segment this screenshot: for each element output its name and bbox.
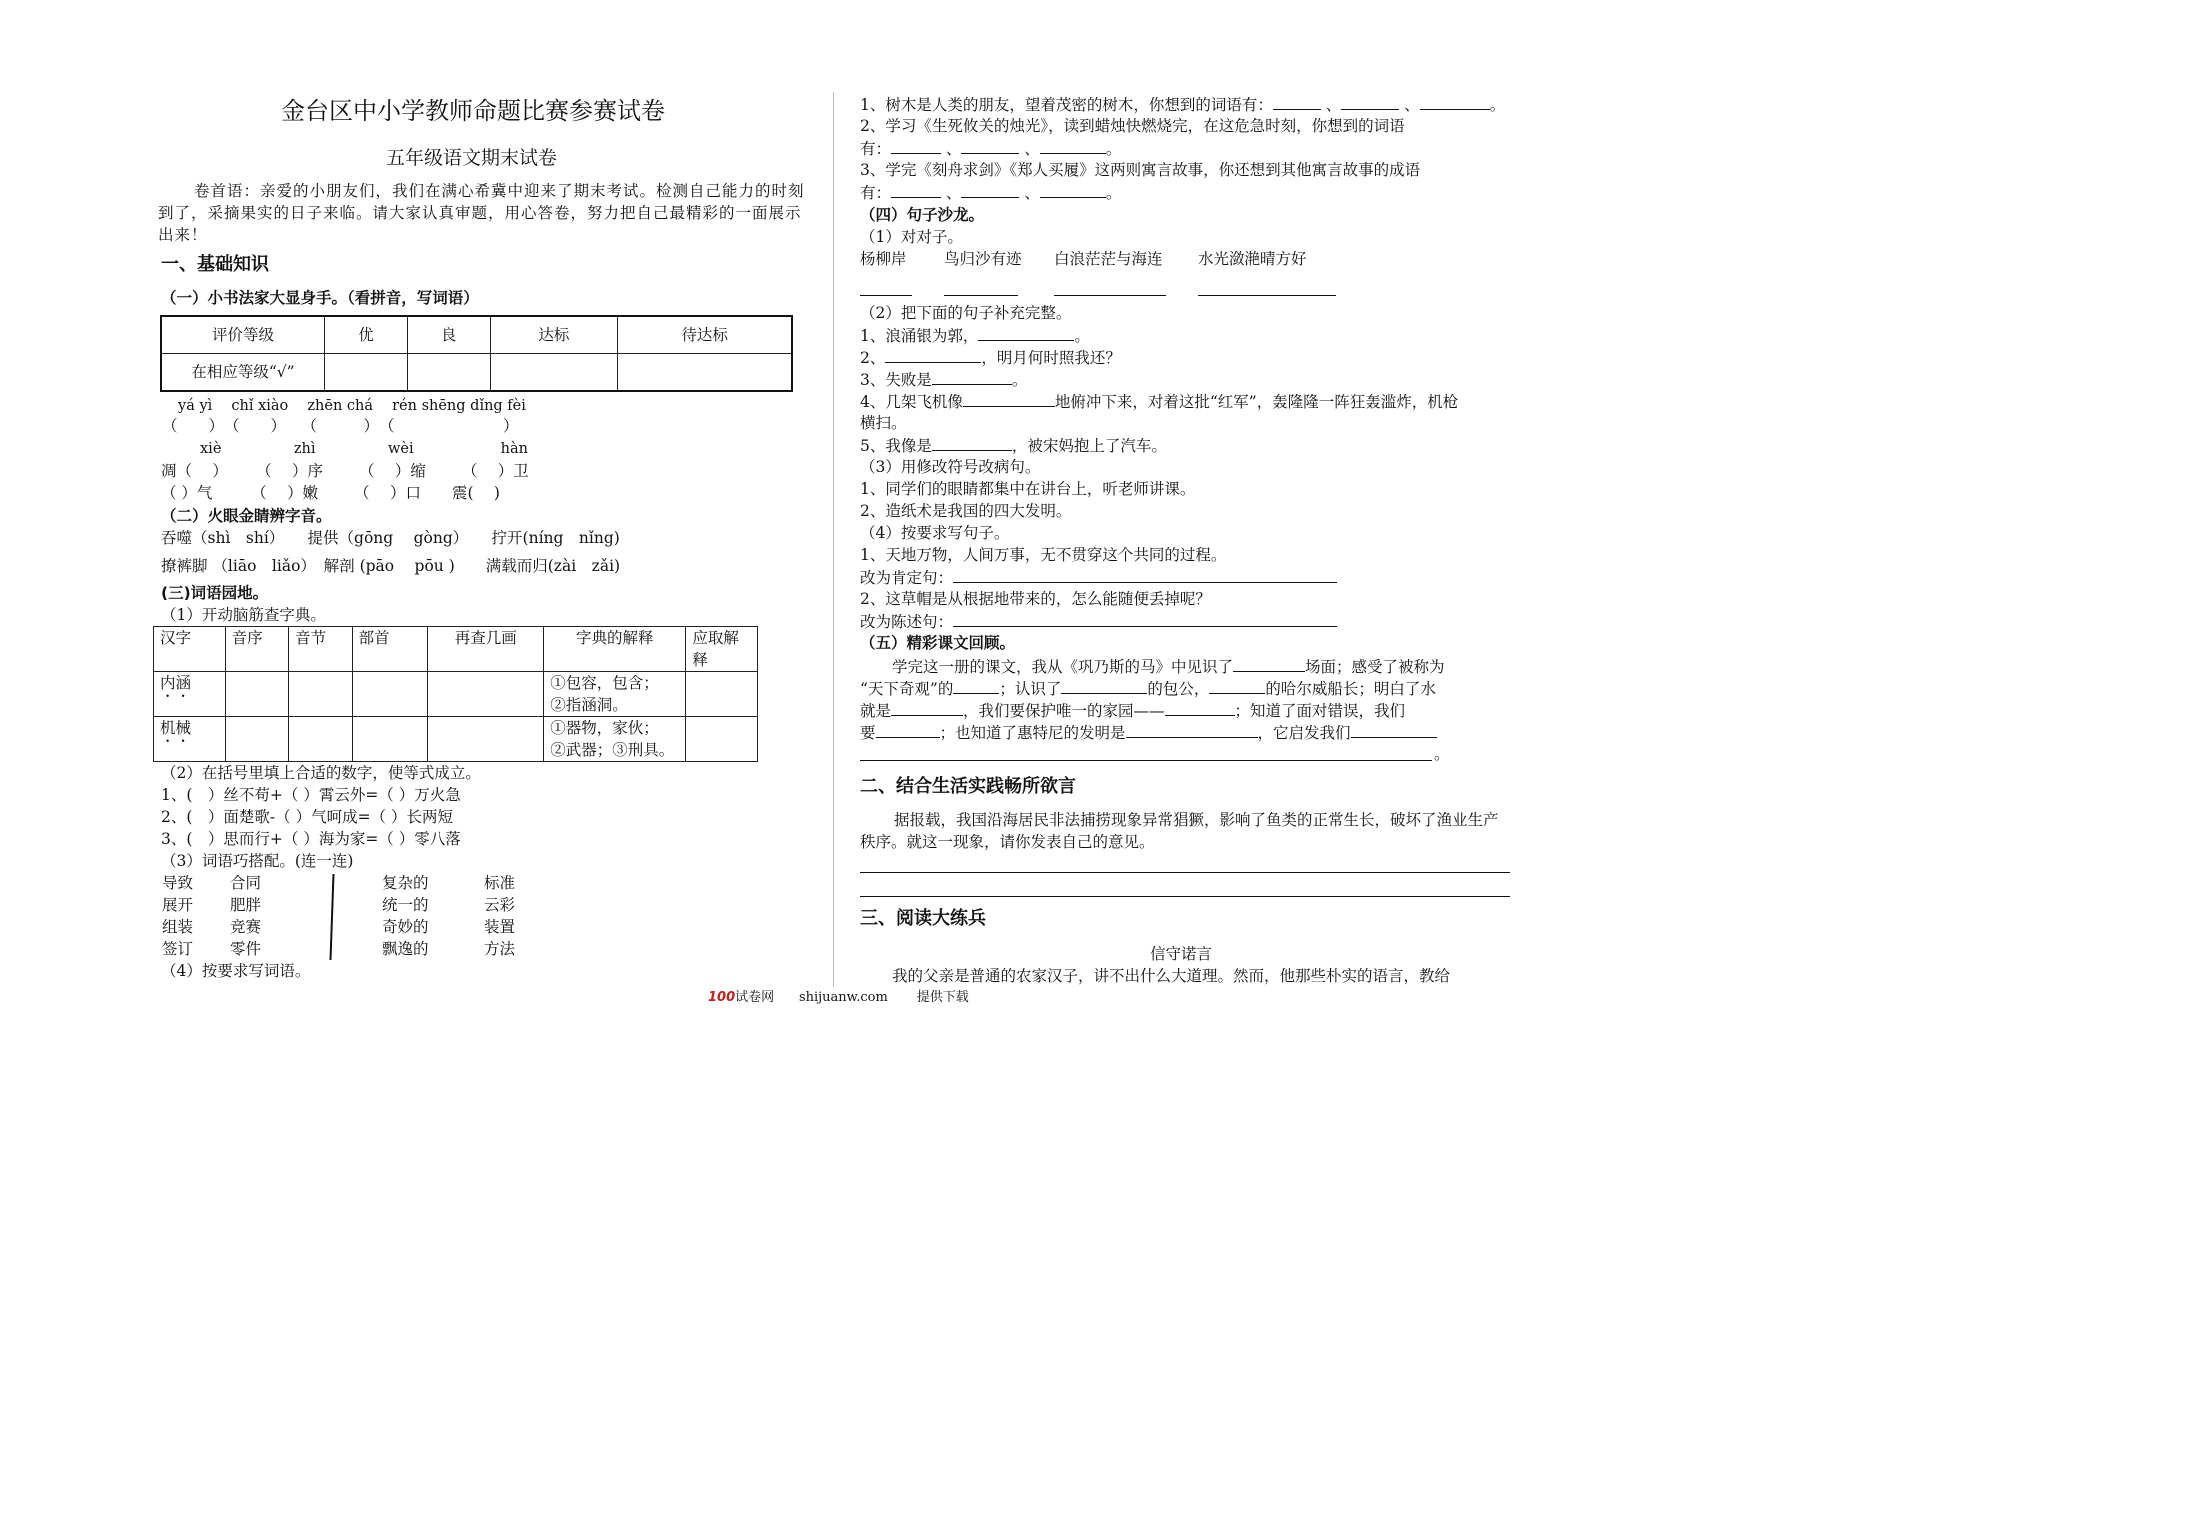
answer-blank[interactable] [1341,93,1399,110]
part3-2-heading: （2）在括号里填上合适的数字，使等式成立。 [161,764,481,782]
section-basic-knowledge: 一、基础知识 [161,254,269,275]
part4-heading: （四）句子沙龙。 [860,206,985,224]
grade-header: 达标 [490,316,618,354]
dict-cell[interactable] [686,717,758,762]
equation-row: 1、( ）丝不苟+（ ）霄云外=（ ）万火急 [161,786,461,804]
fix-sentence: 2、造纸术是我国的四大发明。 [860,502,1072,520]
answer-blank[interactable] [1273,93,1321,110]
answer-blank[interactable] [961,137,1019,154]
answer-blank[interactable] [1040,181,1106,198]
dict-cell[interactable] [686,672,758,717]
review-end: 。 [1434,745,1450,763]
opinion-prompt: 据报载，我国沿海居民非法捕捞现象异常猖獗，影响了鱼类的正常生长，破坏了渔业生产秩序。就这一现象，请你发表自己的意见。 [860,811,1499,851]
pronunciation-row: 吞噬（shì shí） 提供（gōng gòng） 拧开(níng nǐng) [161,529,620,547]
answer-blank[interactable] [885,346,981,363]
answer-blank[interactable] [1126,721,1258,738]
dict-cell[interactable] [428,672,544,717]
site-name: 试卷网 [735,990,775,1005]
grade-header: 良 [407,316,490,354]
answer-blank[interactable] [1209,677,1265,694]
page-footer [708,987,969,1009]
answer-blank[interactable] [963,390,1055,407]
answer-blank[interactable] [1420,93,1490,110]
dict-cell[interactable] [225,717,289,762]
answer-blank[interactable] [891,137,941,154]
answer-blank[interactable] [891,699,963,716]
answer-paren-row: （ ） （ ） （ ） （ ） [162,417,519,435]
answer-blank[interactable] [1040,137,1106,154]
part3-1-heading: （1）开动脑筋查字典。 [161,606,326,624]
dict-header: 音节 [289,627,353,672]
answer-blank[interactable] [1061,677,1147,694]
sentence-complete: 2、 ，明月何时照我还？ [860,346,1121,369]
part4-2-heading: （2）把下面的句子补充完整。 [860,304,1072,322]
sentence-complete: 5、我像是 ，被宋妈抱上了汽车。 [860,434,1167,457]
answer-blank[interactable] [932,368,1012,385]
grade-header: 评价等级 [161,316,325,354]
part3-4-heading: （4）按要求写词语。 [161,962,311,980]
dict-cell[interactable] [225,672,289,717]
answer-line[interactable] [953,610,1337,627]
couplet-answer-line[interactable] [1054,295,1166,296]
grade-row-label: 在相应等级“√” [161,354,325,392]
pinyin-row: xiè zhì wèi hàn [200,441,528,457]
grade-table [160,315,793,392]
rewrite-sentence: 1、天地万物，人间万事，无不贯穿这个共同的过程。 [860,546,1227,564]
answer-blank[interactable] [978,324,1074,341]
word-question: 2、学习《生死攸关的烛光》，读到蜡烛快燃烧完，在这危急时刻，你想到的词语 [860,117,1405,135]
answer-blank[interactable] [876,721,940,738]
couplet-prompt: 杨柳岸 [860,250,907,268]
answer-blank[interactable] [953,677,999,694]
reading-title: 信守诺言 [1150,945,1213,963]
part1-heading: （一）小书法家大显身手。（看拼音，写词语） [161,289,479,307]
column-divider [833,92,834,987]
answer-line[interactable] [860,872,1510,873]
sentence-complete: 1、浪涌银为郭， 。 [860,324,1090,347]
answer-line[interactable] [860,760,1432,761]
char-fill-row: 凋（ ） （ ）序 （ ）缩 （ ）卫 [161,462,529,480]
site-logo: 100 [708,990,736,1005]
grade-header: 待达标 [618,316,792,354]
equation-row: 2、( ）面楚歌-（ ）气呵成=（ ）长两短 [161,808,453,826]
grade-cell[interactable] [407,354,490,392]
match-divider [329,874,334,960]
dictionary-table [153,626,758,762]
part5-heading: （五）精彩课文回顾。 [860,634,1016,652]
exam-subtitle: 五年级语文期末试卷 [386,147,558,169]
answer-line[interactable] [953,566,1337,583]
part4-1-heading: （1）对对子。 [860,228,963,246]
part4-3-heading: （3）用修改符号改病句。 [860,458,1041,476]
couplet-prompt: 水光潋滟晴方好 [1198,250,1307,268]
match-right-group: 复杂的 标准 统一的 云彩 奇妙的 装置 飘逸的 方法 [382,874,516,958]
section-practice: 二、结合生活实践畅所欲言 [860,776,1076,797]
answer-blank[interactable] [1165,699,1235,716]
dict-header: 应取解释 [686,627,758,672]
dict-explanation: ①包容，包含； ②指涵洞。 [544,672,686,717]
part3-heading: (三)词语园地。 [161,584,269,602]
couplet-answer-line[interactable] [944,295,1018,296]
answer-blank[interactable] [891,181,941,198]
footer-note: 提供下载 [916,990,969,1005]
dict-cell[interactable] [352,672,428,717]
dict-char: 机械 [154,717,226,762]
answer-line[interactable] [860,896,1510,897]
sentence-complete: 3、失败是 。 [860,368,1027,391]
dict-cell[interactable] [289,672,353,717]
answer-blank[interactable] [1351,721,1437,738]
part2-heading: （二）火眼金睛辨字音。 [161,507,332,525]
review-line: “天下奇观”的 ；认识了 的包公， 的哈尔威船长；明白了水 [860,677,1436,700]
part4-4-heading: （4）按要求写句子。 [860,524,1010,542]
pronunciation-row: 撩裤脚 （liāo liǎo） 解剖 (pāo pōu ) 满载而归(zài zǎi) [161,557,621,575]
dict-cell[interactable] [428,717,544,762]
section-reading: 三、阅读大练兵 [860,908,986,929]
preface: 卷首语：亲爱的小朋友们，我们在满心希冀中迎来了期末考试。检测自己能力的时刻到了，采摘果实的日子来临。请大家认真审题，用心答卷，努力把自己最精彩的一面展示出来！ [158,182,805,244]
review-line: 要 ；也知道了惠特尼的发明是 ，它启发我们 [860,721,1437,744]
dict-header: 部首 [352,627,428,672]
review-line: 就是 ，我们要保护唯一的家园—— ；知道了面对错误，我们 [860,699,1405,722]
fix-sentence: 1、同学们的眼睛都集中在讲台上，听老师讲课。 [860,480,1196,498]
couplet-prompt: 白浪茫茫与海连 [1054,250,1163,268]
review-line: 学完这一册的课文，我从《巩乃斯的马》中见识了 场面；感受了被称为 [892,655,1445,678]
word-question: 1、树木是人类的朋友，望着茂密的树木，你想到的词语有： 、 、 。 [860,93,1505,116]
couplet-prompt: 鸟归沙有迹 [944,250,1022,268]
char-fill-row: （ ）气 （ ）嫩 （ ）口 震( ) [161,484,500,502]
word-question: 有： 、 、 。 [860,181,1121,204]
pinyin-row: yá yì chǐ xiào zhēn chá rén shēng dǐng fèi [178,398,526,414]
rewrite-prompt: 改为肯定句： [860,566,1337,589]
grade-cell[interactable] [325,354,408,392]
grade-cell[interactable] [490,354,618,392]
match-left-group: 导致 合同 展开 肥胖 组装 竞赛 签订 零件 [162,874,262,958]
site-domain[interactable]: shijuanw.com [798,990,888,1005]
dict-cell[interactable] [352,717,428,762]
grade-header: 优 [325,316,408,354]
rewrite-prompt: 改为陈述句： [860,610,1337,633]
sentence-complete: 横扫。 [860,414,907,432]
rewrite-sentence: 2、这草帽是从根据地带来的，怎么能随便丢掉呢？ [860,590,1211,608]
answer-blank[interactable] [932,434,1012,451]
dict-char: 内涵 [154,672,226,717]
dict-header: 汉字 [154,627,226,672]
couplet-answer-line[interactable] [1198,295,1336,296]
grade-cell[interactable] [618,354,792,392]
dict-header: 字典的解释 [544,627,686,672]
reading-text: 我的父亲是普通的农家汉子，讲不出什么大道理。然而，他那些朴实的语言，教给 [892,967,1451,985]
part3-3-heading: （3）词语巧搭配。(连一连) [161,852,354,870]
dict-explanation: ①器物，家伙； ②武器；③刑具。 [544,717,686,762]
dict-header: 再查几画 [428,627,544,672]
exam-title: 金台区中小学教师命题比赛参赛试卷 [281,97,665,125]
dict-cell[interactable] [289,717,353,762]
equation-row: 3、( ）思而行+（ ）海为家=（ ）零八落 [161,830,461,848]
couplet-answer-line[interactable] [860,295,912,296]
sentence-complete: 4、几架飞机像 地俯冲下来，对着这批“红军”，轰隆隆一阵狂轰滥炸，机枪 [860,390,1458,413]
word-question: 有： 、 、 。 [860,137,1121,160]
dict-header: 音序 [225,627,289,672]
answer-blank[interactable] [961,181,1019,198]
answer-blank[interactable] [1233,655,1305,672]
word-question: 3、学完《刻舟求剑》《郑人买履》这两则寓言故事，你还想到其他寓言故事的成语 [860,161,1421,179]
